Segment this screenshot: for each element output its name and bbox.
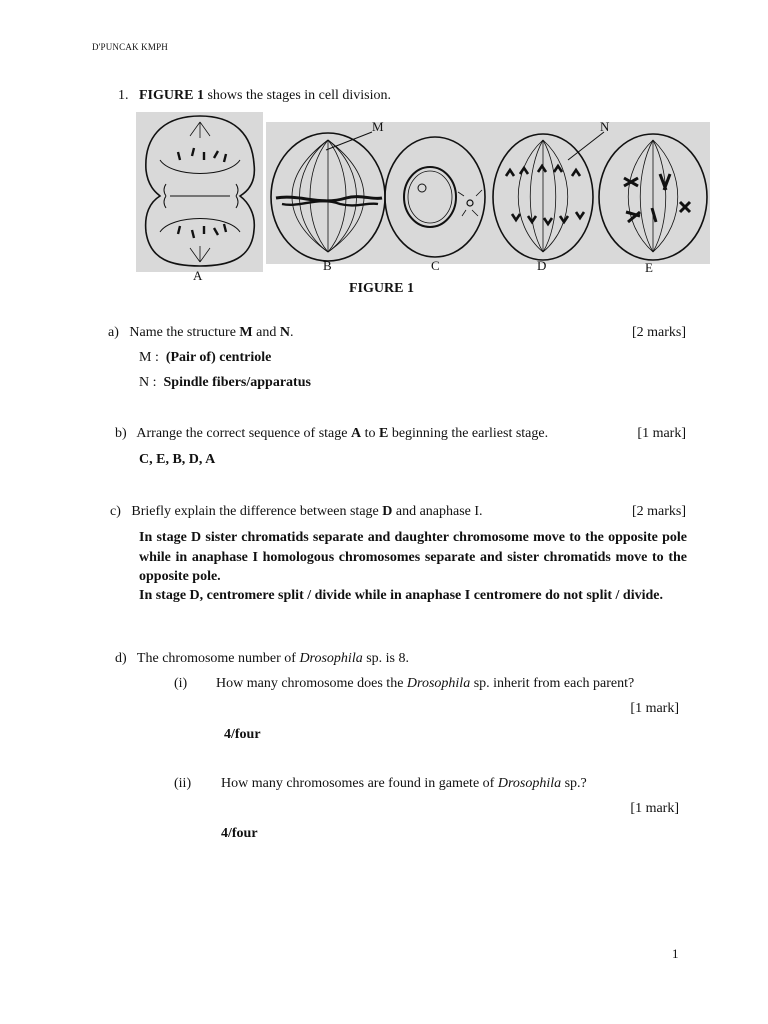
question-text: sp. is 8. <box>366 651 410 666</box>
part-d-i-question <box>216 676 634 692</box>
part-b-answer: C, E, B, D, A <box>139 452 216 467</box>
label-d: D <box>537 258 547 273</box>
part-d-question <box>115 651 409 667</box>
stage-d-cell <box>493 134 593 260</box>
question-text: Name the structure <box>129 325 236 340</box>
answer-m-row <box>139 350 271 366</box>
part-c-answer-2: In stage D, centromere split / divide while in anaphase I centromere do not split / divide. <box>139 588 663 603</box>
answer-n-row <box>139 375 311 391</box>
part-label: a) <box>108 325 119 340</box>
part-a-question <box>108 325 293 341</box>
part-d-i-marks: [1 mark] <box>630 701 679 716</box>
label-m: M <box>372 119 384 134</box>
label-a: A <box>193 268 203 283</box>
stage-d-ref: D <box>382 504 393 519</box>
page-number: 1 <box>672 946 679 961</box>
stage-a-cell <box>146 116 255 266</box>
question-text: Arrange the correct sequence of stage <box>136 426 348 441</box>
question-text: Briefly explain the difference between stage <box>131 504 379 519</box>
question-text: sp.? <box>564 776 587 791</box>
stage-c-cell <box>385 137 485 257</box>
answer-n: Spindle fibers/apparatus <box>163 375 311 390</box>
cell-division-figure <box>0 0 768 300</box>
answer-key: M : <box>139 350 159 365</box>
part-d-i-answer: 4/four <box>224 727 261 742</box>
part-d-i-label: (i) <box>174 676 188 691</box>
punctuation: . <box>289 325 294 340</box>
part-a-marks: [2 marks] <box>631 325 686 340</box>
label-b: B <box>323 258 332 273</box>
stage-b-cell <box>271 133 385 261</box>
species-name: Drosophila <box>406 676 471 691</box>
part-d-ii-answer: 4/four <box>221 826 258 841</box>
conjunction: and <box>256 325 277 340</box>
part-d-ii-label: (ii) <box>174 776 192 791</box>
label-n: N <box>600 119 610 134</box>
question-text: The chromosome number of <box>136 651 296 666</box>
part-b-question <box>115 426 548 442</box>
part-c-question <box>110 504 483 520</box>
figure-reference: FIGURE 1 <box>139 88 204 103</box>
stage-e-cell <box>599 134 707 260</box>
part-label: d) <box>115 651 127 666</box>
answer-m: (Pair of) centriole <box>165 350 272 365</box>
label-c: C <box>431 258 440 273</box>
label-e: E <box>645 260 653 275</box>
part-d-ii-marks: [1 mark] <box>630 801 679 816</box>
part-c-marks: [2 marks] <box>631 504 686 519</box>
part-label: b) <box>115 426 127 441</box>
part-b-marks: [1 mark] <box>637 426 686 441</box>
structure-m: M <box>239 325 253 340</box>
question-text: shows the stages in cell division. <box>207 88 391 103</box>
page-header: D'PUNCAK KMPH <box>92 42 168 52</box>
question-text: and anaphase I. <box>395 504 483 519</box>
stage-e-ref: E <box>378 426 389 441</box>
answer-key: N : <box>139 375 157 390</box>
structure-n: N <box>279 325 290 340</box>
question-text: beginning the earliest stage. <box>391 426 549 441</box>
part-d-ii-question <box>221 776 587 792</box>
question-text: How many chromosome does the <box>216 676 404 691</box>
question-text: sp. inherit from each parent? <box>473 676 635 691</box>
species-name: Drosophila <box>299 651 363 666</box>
part-label: c) <box>110 504 121 519</box>
figure-caption: FIGURE 1 <box>349 281 414 296</box>
part-c-answer-1: In stage D sister chromatids separate and daughter chromosome move to the opposite pole while in anaphase I homologous chromosomes separate and sister chromatids move to the opposite pole. <box>139 530 687 584</box>
conjunction: to <box>364 426 376 441</box>
question-text: How many chromosomes are found in gamete of <box>221 776 495 791</box>
species-name: Drosophila <box>497 776 562 791</box>
stage-a-ref: A <box>350 426 362 441</box>
question-number: 1. <box>118 88 129 103</box>
